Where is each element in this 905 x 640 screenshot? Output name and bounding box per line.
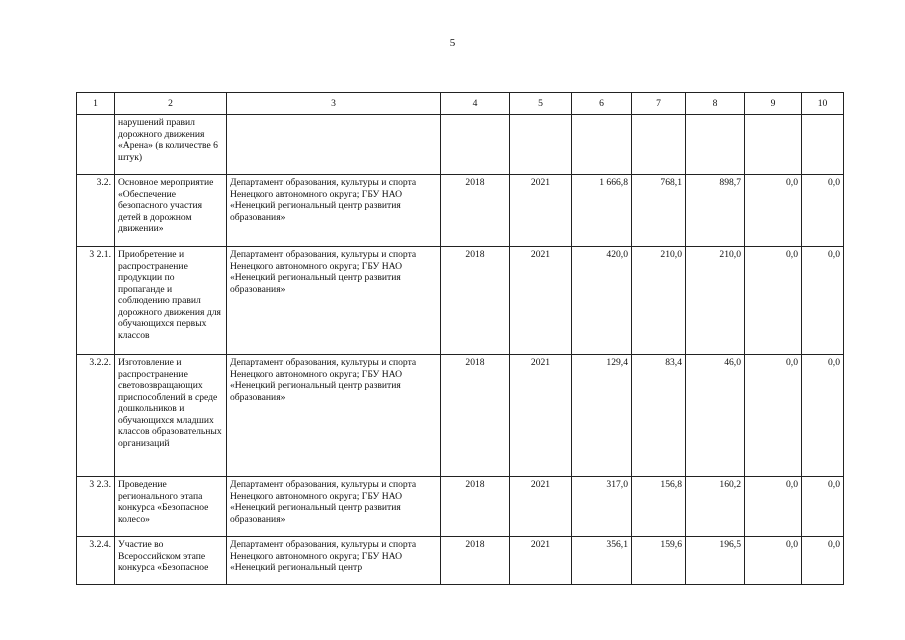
col-header-10: 10 xyxy=(802,93,844,115)
row-value-9: 0,0 xyxy=(745,247,802,355)
row-value-10: 0,0 xyxy=(802,175,844,247)
row-name: Проведение регионального этапа конкурса «Безопасное колесо» xyxy=(115,477,227,537)
table-row xyxy=(77,247,844,355)
row-value-7: 83,4 xyxy=(632,355,686,477)
row-value-9: 0,0 xyxy=(745,537,802,585)
row-value-9: 0,0 xyxy=(745,175,802,247)
row-end-year: 2021 xyxy=(510,175,572,247)
row-number: 3 2.1. xyxy=(77,247,115,355)
col-header-7: 7 xyxy=(632,93,686,115)
row-value-9 xyxy=(745,115,802,175)
page-number: 5 xyxy=(449,37,456,49)
row-value-9: 0,0 xyxy=(745,355,802,477)
row-start-year: 2018 xyxy=(441,477,510,537)
row-name: Участие во Всероссийском этапе конкурса «Безопасное xyxy=(115,537,227,585)
row-total: 317,0 xyxy=(572,477,632,537)
row-end-year: 2021 xyxy=(510,477,572,537)
row-value-10: 0,0 xyxy=(802,537,844,585)
row-value-10 xyxy=(802,115,844,175)
row-value-7 xyxy=(632,115,686,175)
col-header-4: 4 xyxy=(441,93,510,115)
row-number: 3.2.4. xyxy=(77,537,115,585)
table-row xyxy=(77,175,844,247)
row-total: 356,1 xyxy=(572,537,632,585)
col-header-8: 8 xyxy=(686,93,745,115)
row-value-8: 210,0 xyxy=(686,247,745,355)
row-end-year: 2021 xyxy=(510,355,572,477)
table-row xyxy=(77,355,844,477)
row-number: 3.2.2. xyxy=(77,355,115,477)
program-table xyxy=(76,92,844,585)
row-executor: Департамент образования, культуры и спорта Ненецкого автономного округа; ГБУ НАО «Ненецкий региональный центр развития образования» xyxy=(227,247,441,355)
row-value-7: 210,0 xyxy=(632,247,686,355)
row-value-8: 160,2 xyxy=(686,477,745,537)
row-total: 1 666,8 xyxy=(572,175,632,247)
header-row xyxy=(77,93,844,115)
row-value-8: 46,0 xyxy=(686,355,745,477)
row-executor xyxy=(227,115,441,175)
row-value-7: 159,6 xyxy=(632,537,686,585)
row-total: 420,0 xyxy=(572,247,632,355)
row-total: 129,4 xyxy=(572,355,632,477)
row-name: Приобретение и распространение продукции по пропаганде и соблюдению правил дорожного движения для обучающихся первых классов xyxy=(115,247,227,355)
row-value-10: 0,0 xyxy=(802,247,844,355)
col-header-1: 1 xyxy=(77,93,115,115)
row-start-year: 2018 xyxy=(441,247,510,355)
table-row xyxy=(77,537,844,585)
row-name: нарушений правил дорожного движения «Арена» (в количестве 6 штук) xyxy=(115,115,227,175)
row-number: 3 2.3. xyxy=(77,477,115,537)
row-executor: Департамент образования, культуры и спорта Ненецкого автономного округа; ГБУ НАО «Ненецкий региональный центр развития образования» xyxy=(227,175,441,247)
row-executor: Департамент образования, культуры и спорта Ненецкого автономного округа; ГБУ НАО «Ненецкий региональный центр развития образования» xyxy=(227,477,441,537)
row-start-year: 2018 xyxy=(441,175,510,247)
row-start-year xyxy=(441,115,510,175)
row-number: 3.2. xyxy=(77,175,115,247)
col-header-9: 9 xyxy=(745,93,802,115)
row-end-year: 2021 xyxy=(510,247,572,355)
row-total xyxy=(572,115,632,175)
row-value-8: 898,7 xyxy=(686,175,745,247)
row-value-8: 196,5 xyxy=(686,537,745,585)
row-end-year: 2021 xyxy=(510,537,572,585)
row-value-10: 0,0 xyxy=(802,355,844,477)
row-start-year: 2018 xyxy=(441,355,510,477)
col-header-3: 3 xyxy=(227,93,441,115)
row-end-year xyxy=(510,115,572,175)
row-value-9: 0,0 xyxy=(745,477,802,537)
row-start-year: 2018 xyxy=(441,537,510,585)
col-header-2: 2 xyxy=(115,93,227,115)
row-executor: Департамент образования, культуры и спорта Ненецкого автономного округа; ГБУ НАО «Ненецкий региональный центр xyxy=(227,537,441,585)
row-value-7: 156,8 xyxy=(632,477,686,537)
row-number xyxy=(77,115,115,175)
row-value-7: 768,1 xyxy=(632,175,686,247)
row-value-10: 0,0 xyxy=(802,477,844,537)
row-value-8 xyxy=(686,115,745,175)
row-executor: Департамент образования, культуры и спорта Ненецкого автономного округа; ГБУ НАО «Ненецкий региональный центр развития образования» xyxy=(227,355,441,477)
col-header-5: 5 xyxy=(510,93,572,115)
table-row xyxy=(77,115,844,175)
table-row xyxy=(77,477,844,537)
row-name: Изготовление и распространение световозвращающих приспособлений в среде дошкольников и обучающихся младших классов образовательных организаций xyxy=(115,355,227,477)
row-name: Основное мероприятие «Обеспечение безопасного участия детей в дорожном движении» xyxy=(115,175,227,247)
col-header-6: 6 xyxy=(572,93,632,115)
